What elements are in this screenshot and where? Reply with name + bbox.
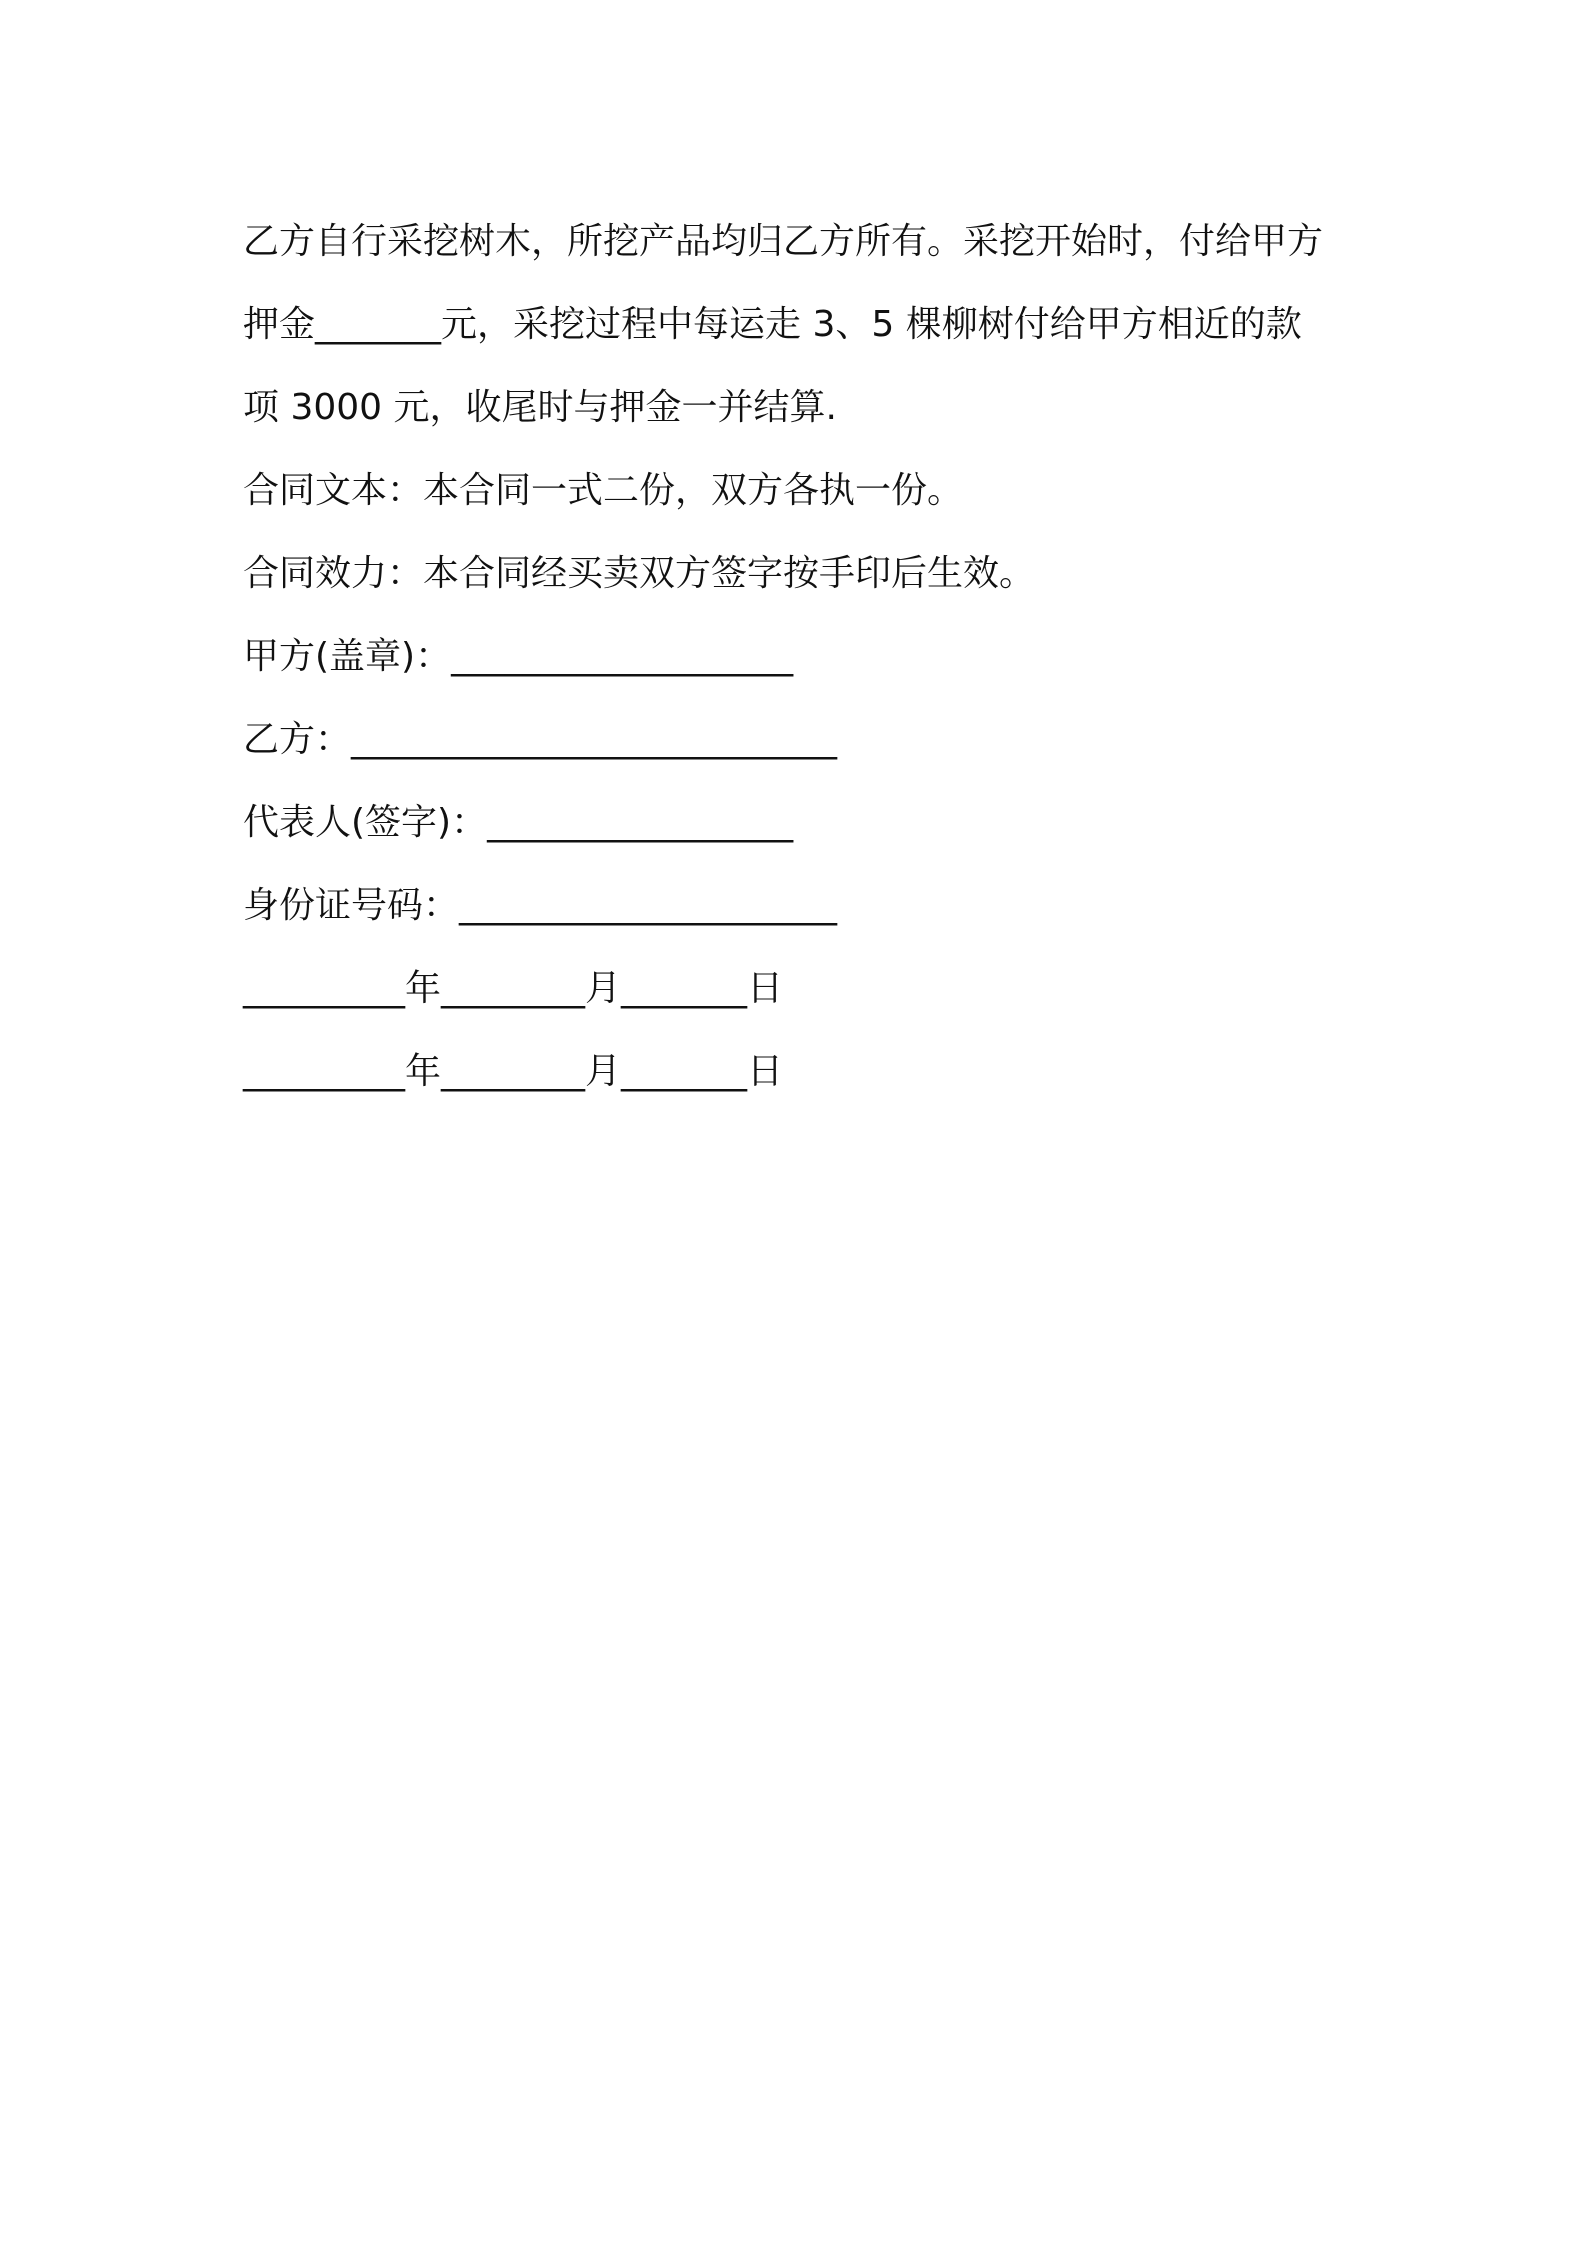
paragraph-line: 押金_______元，采挖过程中每运走 3、5 棵柳树付给甲方相近的款 <box>243 304 1302 345</box>
contract-effect-clause: 合同效力：本合同经买卖双方签字按手印后生效。 <box>243 553 1036 594</box>
party-a-seal-line: 甲方(盖章)：___________________ <box>243 636 794 677</box>
contract-text-clause: 合同文本：本合同一式二份，双方各执一份。 <box>243 470 964 511</box>
document-body <box>243 200 1363 1113</box>
paragraph-line: 项 3000 元，收尾时与押金一并结算. <box>243 387 837 428</box>
id-number-line: 身份证号码：_____________________ <box>243 885 838 926</box>
party-b-line: 乙方：___________________________ <box>243 719 838 760</box>
date-line: _________年________月_______日 <box>243 1051 783 1092</box>
date-line: _________年________月_______日 <box>243 968 783 1009</box>
representative-signature-line: 代表人(签字)：_________________ <box>243 802 794 843</box>
paragraph-line: 乙方自行采挖树木，所挖产品均归乙方所有。采挖开始时，付给甲方 <box>243 221 1324 262</box>
